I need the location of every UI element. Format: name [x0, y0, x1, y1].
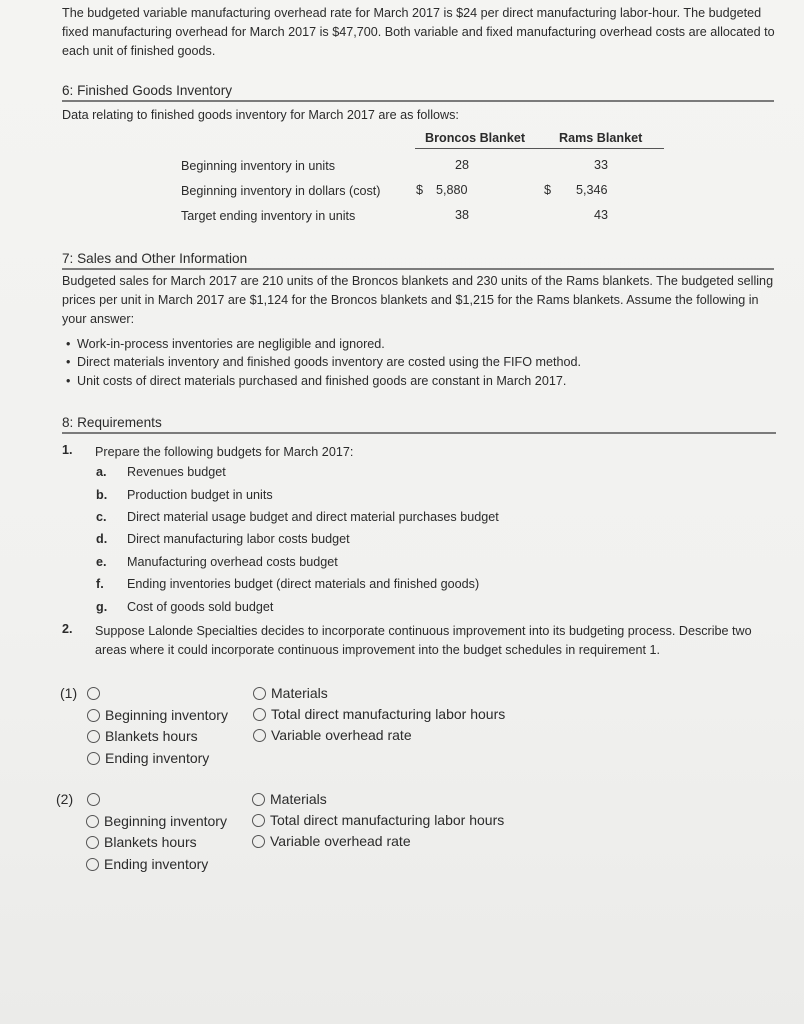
row-label: Target ending inventory in units	[181, 209, 356, 223]
radio-circle-icon[interactable]	[86, 836, 99, 849]
radio-option[interactable]	[87, 750, 209, 766]
radio-circle-icon[interactable]	[252, 814, 265, 827]
radio-option[interactable]	[253, 685, 328, 701]
radio-option[interactable]	[253, 706, 505, 722]
bullet-text: Unit costs of direct materials purchased and finished goods are constant in March 2017.	[77, 374, 567, 388]
requirement-number: 1.	[62, 443, 73, 457]
radio-circle-icon[interactable]	[87, 793, 100, 806]
rams-dollar-sign: $	[544, 183, 552, 197]
radio-blank[interactable]	[87, 687, 105, 700]
radio-label: Total direct manufacturing labor hours	[271, 706, 506, 722]
radio-label: Ending inventory	[105, 750, 210, 766]
subitem-text: Direct material usage budget and direct material purchases budget	[127, 510, 499, 524]
subitem-letter: f.	[96, 577, 104, 591]
group-label: (1)	[60, 685, 78, 701]
bullet-text: Direct materials inventory and finished goods inventory are costed using the FIFO method.	[77, 355, 582, 369]
radio-option[interactable]	[252, 791, 327, 807]
radio-circle-icon[interactable]	[252, 835, 265, 848]
radio-option[interactable]	[86, 813, 227, 829]
broncos-value: 5,880	[436, 183, 468, 197]
radio-label: Ending inventory	[104, 856, 209, 872]
subitem-letter: c.	[96, 510, 107, 524]
radio-label: Total direct manufacturing labor hours	[270, 812, 505, 828]
table-header-rule	[415, 148, 664, 149]
subitem-letter: d.	[96, 532, 108, 546]
radio-circle-icon[interactable]	[87, 752, 100, 765]
radio-circle-icon[interactable]	[87, 730, 100, 743]
rams-value: 33	[594, 158, 609, 172]
sales-paragraph: Budgeted sales for March 2017 are 210 units of the Broncos blankets and 230 units of the Rams blankets. The budgeted selling prices per unit in March 2017 are $1,124 for the Broncos blankets and $1,215 for the Rams blankets. Assume the following in your answer:	[62, 274, 774, 326]
radio-label: Variable overhead rate	[271, 727, 412, 743]
subitem-text: Direct manufacturing labor costs budget	[127, 532, 350, 546]
radio-option[interactable]	[252, 812, 504, 828]
section-title-requirements: 8: Requirements	[62, 415, 162, 430]
requirement-text: Prepare the following budgets for March 2017:	[95, 445, 354, 459]
requirement-number: 2.	[62, 622, 73, 636]
radio-option[interactable]	[253, 727, 412, 743]
section-divider	[62, 432, 776, 434]
bullet-text: Work-in-process inventories are negligible and ignored.	[77, 337, 385, 351]
subitem-letter: g.	[96, 600, 108, 614]
radio-circle-icon[interactable]	[253, 687, 266, 700]
radio-label: Materials	[271, 685, 328, 701]
radio-label: Blankets hours	[105, 728, 198, 744]
radio-option[interactable]	[87, 728, 198, 744]
radio-circle-icon[interactable]	[86, 858, 99, 871]
radio-circle-icon[interactable]	[86, 815, 99, 828]
list-item: • Direct materials inventory and finished goods inventory are costed using the FIFO method.	[66, 355, 582, 369]
list-item: • Work-in-process inventories are negligible and ignored.	[66, 337, 385, 351]
radio-blank[interactable]	[87, 793, 105, 806]
radio-label: Materials	[270, 791, 327, 807]
radio-option[interactable]	[86, 856, 208, 872]
requirement-text: Suppose Lalonde Specialties decides to incorporate continuous improvement into its budgeting process. Describe two areas where it could incorporate continuous improvement into the budget schedules in requirement 1.	[95, 624, 752, 657]
radio-circle-icon[interactable]	[253, 729, 266, 742]
radio-circle-icon[interactable]	[87, 687, 100, 700]
radio-label: Beginning inventory	[104, 813, 227, 829]
subitem-letter: a.	[96, 465, 107, 479]
radio-option[interactable]	[87, 707, 228, 723]
subitem-text: Revenues budget	[127, 465, 226, 479]
row-label: Beginning inventory in units	[181, 159, 336, 173]
subitem-letter: e.	[96, 555, 107, 569]
column-header-rams: Rams Blanket	[559, 131, 643, 145]
broncos-value: 28	[455, 158, 470, 172]
radio-circle-icon[interactable]	[87, 709, 100, 722]
section-title-sales: 7: Sales and Other Information	[62, 251, 248, 266]
group-label: (2)	[56, 791, 74, 807]
radio-option[interactable]	[86, 834, 197, 850]
row-label: Beginning inventory in dollars (cost)	[181, 184, 381, 198]
section-divider	[62, 100, 774, 102]
section-divider	[62, 268, 774, 270]
rams-value: 5,346	[576, 183, 608, 197]
list-item: • Unit costs of direct materials purchased and finished goods are constant in March 2017.	[66, 374, 567, 388]
radio-circle-icon[interactable]	[252, 793, 265, 806]
subitem-text: Cost of goods sold budget	[127, 600, 274, 614]
broncos-dollar-sign: $	[416, 183, 424, 197]
rams-value: 43	[594, 208, 609, 222]
radio-label: Variable overhead rate	[270, 833, 411, 849]
radio-label: Beginning inventory	[105, 707, 228, 723]
subitem-letter: b.	[96, 488, 108, 502]
subitem-text: Manufacturing overhead costs budget	[127, 555, 338, 569]
radio-circle-icon[interactable]	[253, 708, 266, 721]
intro-paragraph: The budgeted variable manufacturing overhead rate for March 2017 is $24 per direct manufacturing labor-hour. The budgeted fixed manufacturing overhead for March 2017 is $47,700. Both variable and fixed manufacturing overhead costs are allocated to each unit of finished goods.	[62, 6, 775, 58]
radio-option[interactable]	[252, 833, 411, 849]
broncos-value: 38	[455, 208, 470, 222]
finished-goods-subtitle: Data relating to finished goods inventory for March 2017 are as follows:	[62, 108, 459, 122]
subitem-text: Ending inventories budget (direct materials and finished goods)	[127, 577, 480, 591]
subitem-text: Production budget in units	[127, 488, 273, 502]
column-header-broncos: Broncos Blanket	[425, 131, 526, 145]
section-title-finished-goods: 6: Finished Goods Inventory	[62, 83, 233, 98]
radio-label: Blankets hours	[104, 834, 197, 850]
